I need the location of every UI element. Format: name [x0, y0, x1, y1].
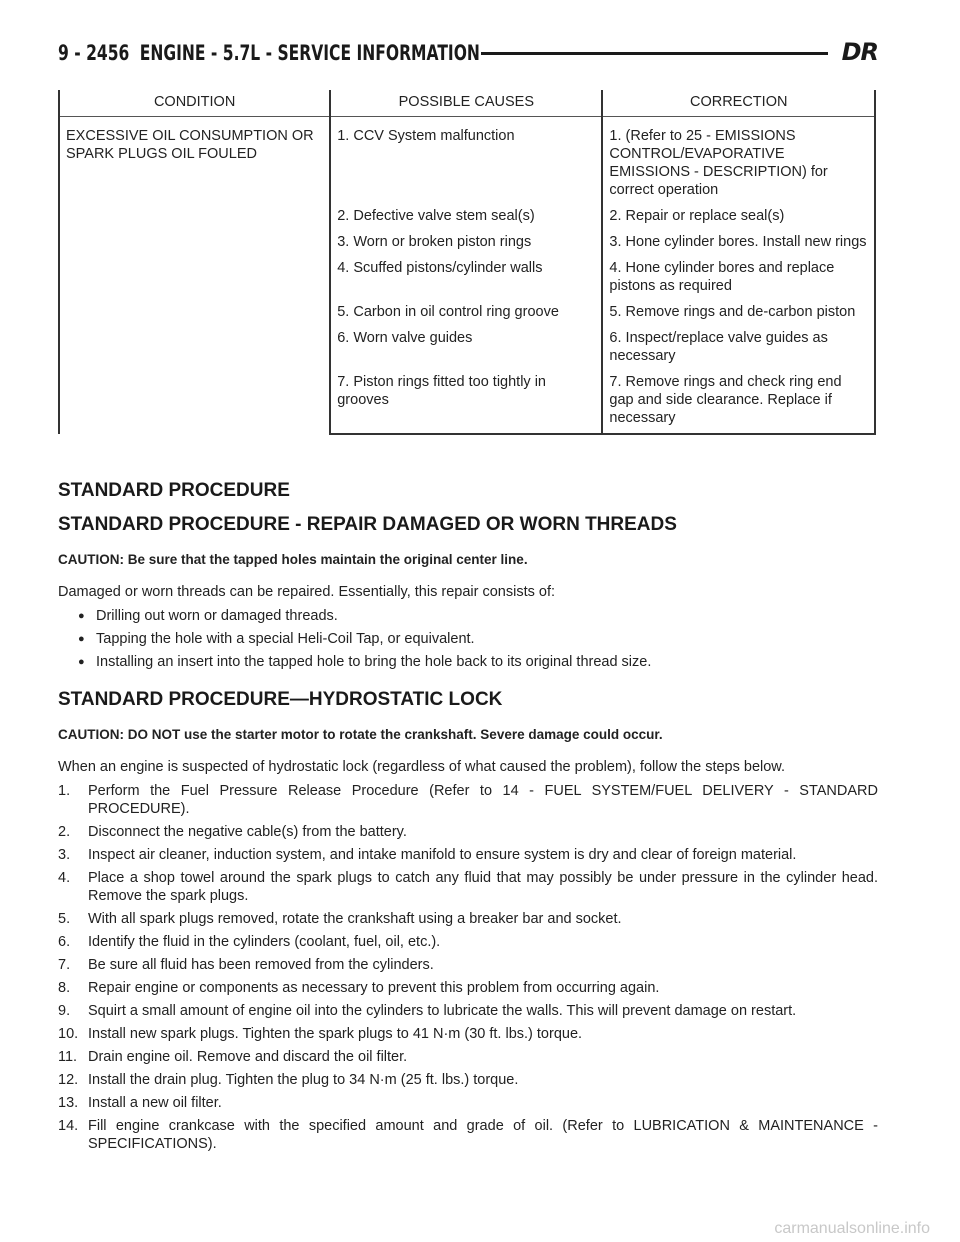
step-text: Install a new oil filter.	[88, 1095, 222, 1111]
step-item	[58, 956, 878, 974]
correction-cell: 6. Inspect/replace valve guides as necessary	[602, 327, 875, 371]
cause-cell: 3. Worn or broken piston rings	[330, 231, 602, 257]
step-number: 3.	[58, 847, 71, 863]
cause-cell: 7. Piston rings fitted too tightly in grooves	[330, 371, 602, 434]
procedure-content	[58, 480, 878, 1158]
watermark: carmanualsonline.info	[774, 1220, 930, 1237]
list-item: ● Tapping the hole with a special Heli-Coil Tap, or equivalent.	[78, 630, 878, 648]
table-row	[59, 117, 875, 206]
step-number: 6.	[58, 934, 71, 950]
step-text: Squirt a small amount of engine oil into the cylinders to lubricate the walls. This will prevent damage on restart.	[88, 1003, 797, 1019]
threads-bullet-list	[58, 607, 878, 671]
threads-caution: CAUTION: Be sure that the tapped holes maintain the original center line.	[58, 552, 528, 567]
threads-heading: STANDARD PROCEDURE - REPAIR DAMAGED OR WORN THREADS	[58, 514, 677, 535]
header-rule	[481, 52, 828, 55]
page-header	[58, 38, 878, 68]
step-number: 2.	[58, 824, 71, 840]
cause-cell: 4. Scuffed pistons/cylinder walls	[330, 257, 602, 301]
cause-cell: 5. Carbon in oil control ring groove	[330, 301, 602, 327]
step-number: 11.	[58, 1049, 78, 1065]
correction-cell: 2. Repair or replace seal(s)	[602, 205, 875, 231]
step-text: Place a shop towel around the spark plugs to catch any fluid that may possibly be under pressure in the cylinder head. Remove the spark plugs.	[88, 870, 878, 904]
threads-intro: Damaged or worn threads can be repaired. Essentially, this repair consists of:	[58, 584, 556, 600]
step-item	[58, 979, 878, 997]
step-text: Be sure all fluid has been removed from the cylinders.	[88, 957, 434, 973]
step-item	[58, 933, 878, 951]
hydrostatic-steps	[58, 782, 878, 1153]
step-number: 4.	[58, 870, 71, 886]
step-number: 1.	[58, 783, 71, 799]
correction-cell: 7. Remove rings and check ring end gap and side clearance. Replace if necessary	[602, 371, 875, 434]
step-text: With all spark plugs removed, rotate the crankshaft using a breaker bar and socket.	[88, 911, 622, 927]
step-number: 10.	[58, 1026, 79, 1042]
column-header-correction: CORRECTION	[602, 90, 875, 117]
cause-cell: 1. CCV System malfunction	[330, 117, 602, 206]
step-number: 7.	[58, 957, 71, 973]
step-text: Perform the Fuel Pressure Release Procedure (Refer to 14 - FUEL SYSTEM/FUEL DELIVERY - STANDARD PROCEDURE).	[88, 783, 878, 817]
diagnosis-table	[58, 90, 876, 435]
table-header-row	[59, 90, 875, 117]
step-text: Disconnect the negative cable(s) from the battery.	[88, 824, 407, 840]
step-item	[58, 782, 878, 818]
step-number: 9.	[58, 1003, 71, 1019]
step-text: Inspect air cleaner, induction system, and intake manifold to ensure system is dry and clear of foreign material.	[88, 847, 797, 863]
step-item	[58, 1048, 878, 1066]
cause-cell: 2. Defective valve stem seal(s)	[330, 205, 602, 231]
step-item	[58, 910, 878, 928]
step-text: Install new spark plugs. Tighten the spark plugs to 41 N·m (30 ft. lbs.) torque.	[88, 1026, 583, 1042]
page-title: ENGINE - 5.7L - SERVICE INFORMATION	[139, 41, 480, 65]
condition-cell: EXCESSIVE OIL CONSUMPTION OR SPARK PLUGS OIL FOULED	[59, 117, 330, 435]
step-item	[58, 846, 878, 864]
step-text: Repair engine or components as necessary to prevent this problem from occurring again.	[88, 980, 660, 996]
list-item: ● Installing an insert into the tapped hole to bring the hole back to its original thread size.	[78, 653, 878, 671]
step-number: 8.	[58, 980, 71, 996]
step-number: 13.	[58, 1095, 79, 1111]
section-title: STANDARD PROCEDURE	[58, 480, 290, 501]
step-text: Drain engine oil. Remove and discard the oil filter.	[88, 1049, 408, 1065]
correction-cell: 1. (Refer to 25 - EMISSIONS CONTROL/EVAPORATIVE EMISSIONS - DESCRIPTION) for correct operation	[602, 117, 875, 206]
page-number: 9 - 2456	[58, 41, 130, 65]
step-item	[58, 823, 878, 841]
hydrostatic-caution: CAUTION: DO NOT use the starter motor to rotate the crankshaft. Severe damage could occur.	[58, 727, 663, 742]
step-number: 5.	[58, 911, 71, 927]
step-item	[58, 1094, 878, 1112]
step-text: Install the drain plug. Tighten the plug to 34 N·m (25 ft. lbs.) torque.	[88, 1072, 519, 1088]
step-item	[58, 869, 878, 905]
header-left	[58, 41, 480, 65]
step-number: 12.	[58, 1072, 79, 1088]
hydrostatic-intro: When an engine is suspected of hydrostatic lock (regardless of what caused the problem), follow the steps below.	[58, 759, 786, 775]
step-item	[58, 1117, 878, 1153]
step-number: 14.	[58, 1118, 79, 1134]
correction-cell: 4. Hone cylinder bores and replace pistons as required	[602, 257, 875, 301]
correction-cell: 5. Remove rings and de-carbon piston	[602, 301, 875, 327]
cause-cell: 6. Worn valve guides	[330, 327, 602, 371]
hydrostatic-heading: STANDARD PROCEDURE—HYDROSTATIC LOCK	[58, 689, 503, 710]
correction-cell: 3. Hone cylinder bores. Install new rings	[602, 231, 875, 257]
step-item	[58, 1002, 878, 1020]
step-item	[58, 1071, 878, 1089]
step-text: Identify the fluid in the cylinders (coolant, fuel, oil, etc.).	[88, 934, 441, 950]
step-text: Fill engine crankcase with the specified amount and grade of oil. (Refer to LUBRICATION & MAINTENANCE - SPECIFICATIONS).	[88, 1118, 878, 1152]
column-header-causes: POSSIBLE CAUSES	[330, 90, 602, 117]
model-code: DR	[841, 38, 878, 66]
step-item	[58, 1025, 878, 1043]
column-header-condition: CONDITION	[59, 90, 330, 117]
list-item: ● Drilling out worn or damaged threads.	[78, 607, 878, 625]
